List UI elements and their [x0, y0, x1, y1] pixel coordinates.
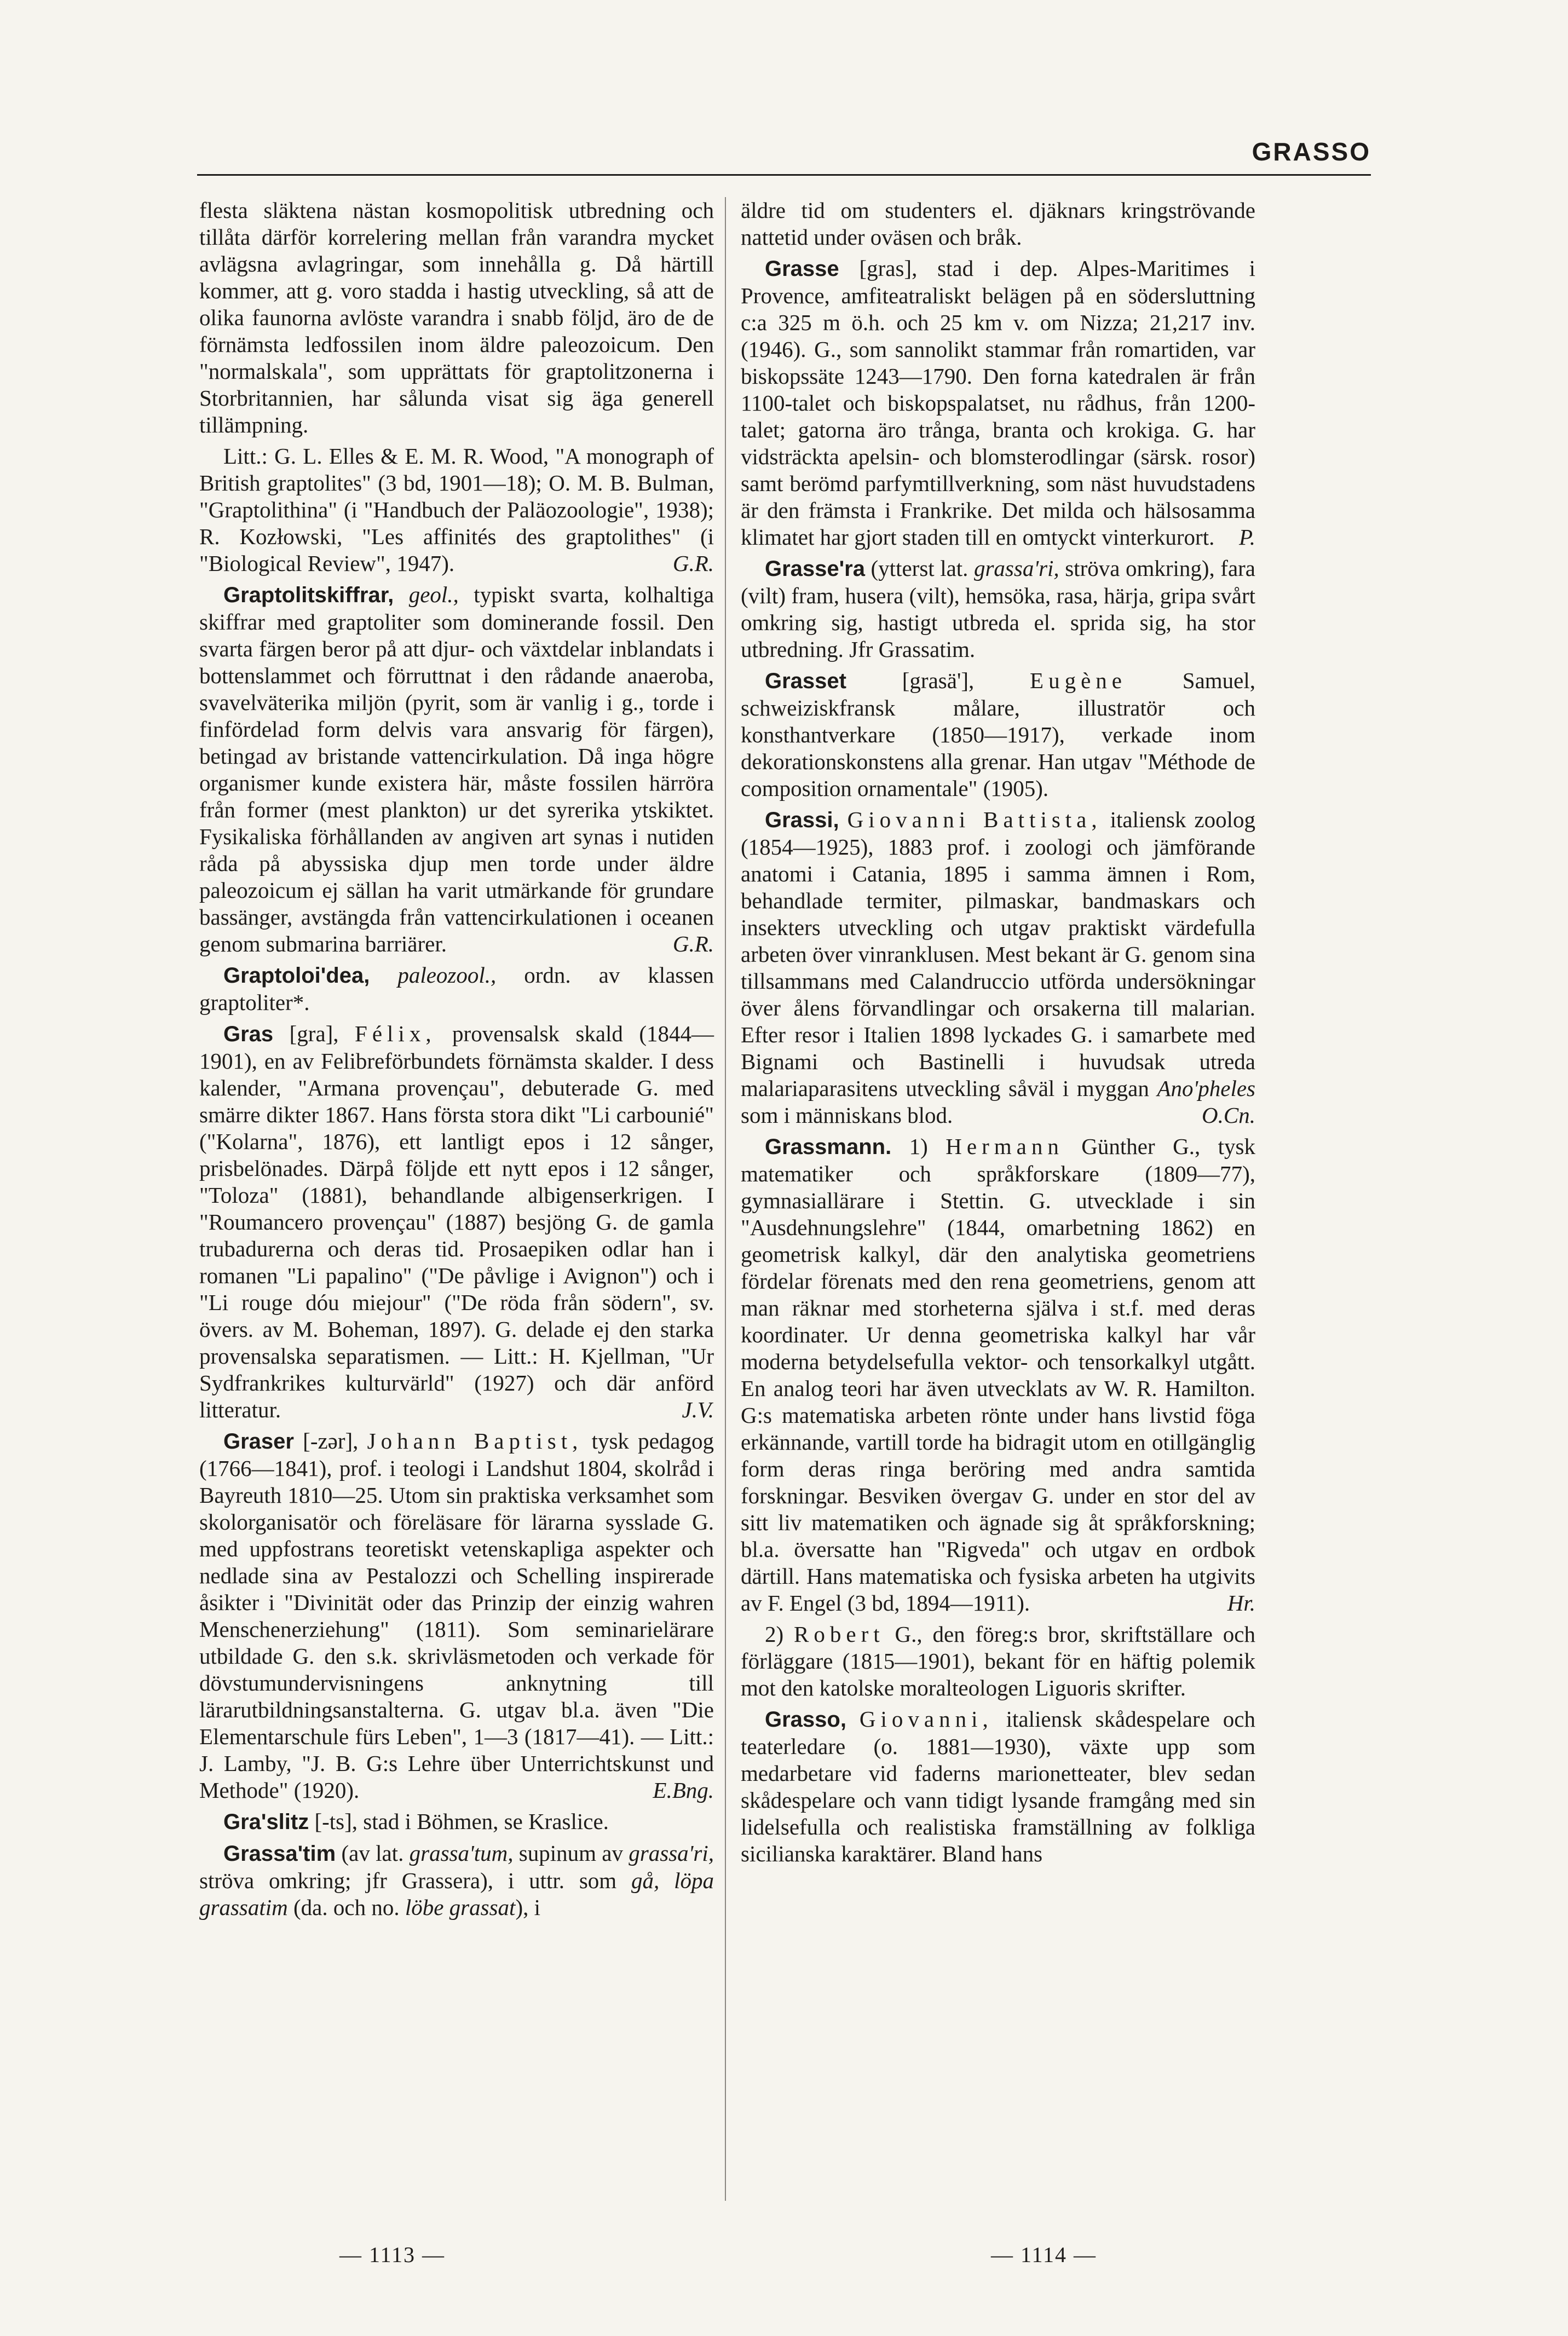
- entry-graptoloidea: Graptoloi'dea, paleozool., ordn. av klassen graptoliter*.: [199, 962, 714, 1015]
- headword: Grasset: [765, 669, 846, 693]
- headword: Grasso,: [765, 1708, 846, 1732]
- entry-graptolitskiffrar: Graptolitskiffrar, geol., typiskt svarta, kolhaltiga skiffrar med graptoliter som dominerande fossil. Den svarta färgen beror på att djur- och växtdelar inblandats i bottenslammet och förruttnat i den rådande anaeroba, svavelväterika miljön (pyrit, som är vanlig i g., torde i finfördelad form delvis vara ansvarig för färgen), betingad av bristande vattencirkulation. Då inga högre organismer kunde existera här, måste fossilen härröra från former (mest plankton) ur det syrerika ytskiktet. Fysikaliska förhållanden av angiven art synas i nutiden råda på abyssiska djup men torde under äldre paleozoicum ej sällan ha varit utmärkande för grundare bassänger, avstängda från vattencirkulationen i oceanen genom submarina barriärer. G.R.: [199, 582, 714, 956]
- headword: Graptoloi'dea,: [223, 964, 370, 988]
- headword: Grassa'tim: [223, 1842, 336, 1866]
- paragraph: Litt.: G. L. Elles & E. M. R. Wood, "A monograph of British graptolites" (3 bd, 1901—18); O. M. B. Bulman, "Graptolithina" (i "Handbuch der Paläozoologie", 1938); R. Kozłowski, "Les affinités des graptolithes" (i "Biological Review", 1947). G.R.: [199, 443, 714, 576]
- author-signature: G.R.: [672, 551, 714, 576]
- paragraph: äldre tid om studenters el. djäknars kringströvande nattetid under oväsen och bråk.: [741, 198, 1255, 250]
- headword: Grasse: [765, 257, 839, 281]
- entry-grassatim: Grassa'tim (av lat. grassa'tum, supinum av grassa'ri, ströva omkring; jfr Grassera), i uttr. som gå, löpa grassatim (da. och no. löbe grassat), i: [199, 1841, 714, 1920]
- header-rule: [197, 174, 1371, 176]
- entry-grassmann-robert: 2) Robert G., den föreg:s bror, skriftställare och förläggare (1815—1901), bekant för en häftig polemik mot den katolske moralteologen Liguoris skrifter.: [741, 1622, 1256, 1700]
- right-column: [741, 197, 1255, 1872]
- entry-graslitz: Gra'slitz [-ts], stad i Böhmen, se Kraslice.: [223, 1809, 609, 1834]
- headword: Graptolitskiffrar,: [223, 583, 394, 607]
- column-divider: [725, 197, 726, 2201]
- headword: Grasse'ra: [765, 557, 865, 581]
- entry-grasso: Grasso, Giovanni, italiensk skådespelare och teaterledare (o. 1881—1930), växte upp som medarbetare vid faderns marionetteater, blev sedan skådespelare och vann tidigt lysande framgång med sin lidelsefulla och realistiska framställning av folkliga sicilianska karaktärer. Bland hans: [741, 1706, 1255, 1866]
- entry-grassi: Grassi, Giovanni Battista, italiensk zoolog (1854—1925), 1883 prof. i zoologi och jämförande anatomi i Catania, 1895 i samma ämnen i Rom, behandlade termiter, pilmaskar, bandmaskars och insekters utveckling och utgav praktiskt värdefulla arbeten över vinranklusen. Mest bekant är G. genom sina tillsammans med Calandruccio utförda undersökningar över ålens förvandlingar och orsakerna till malarian. Efter resor i Italien 1898 lyckades G. i samarbete med Bignami och Bastinelli i huvudsak utreda malariaparasitens utveckling såväl i myggan Ano'pheles som i människans blod. O.Cn.: [741, 807, 1256, 1128]
- entry-gras: Gras [gra], Félix, provensalsk skald (1844—1901), en av Felibreförbundets förnämsta skalder. I dess kalender, "Armana provençau", debuterade G. med smärre dikter 1867. Hans första stora dikt "Li carbounié" ("Kolarna", 1876), ett lantligt epos i 12 sånger, prisbelönades. Därpå följde ett nytt epos i 12 sånger, "Toloza" (1881), behandlande albigenserkrigen. I "Roumancero provençau" (1887) besjöng G. de gamla trubadurerna och deras tid. Prosaepiken odlar han i romanen "Li papalino" ("De påvlige i Avignon") och i "Li rouge dóu miejour" ("De röda från södern", sv. övers. av M. Boheman, 1897). G. delade ej den starka provensalska separatismen. — Litt.: H. Kjellman, "Ur Sydfrankrikes kulturvärld" (1927) och där anförd litteratur. J.V.: [199, 1021, 714, 1422]
- author-signature: J.V.: [682, 1397, 714, 1422]
- entry-grasset: Grasset [grasä'], Eugène Samuel, schweiziskfransk målare, illustratör och konsthantverkare (1850—1917), verkade inom dekorationskonstens alla grenar. Han utgav "Méthode de composition ornamentale" (1905).: [741, 668, 1256, 801]
- entry-graser: Graser [-zər], Johann Baptist, tysk pedagog (1766—1841), prof. i teologi i Landshut 1804, skolråd i Bayreuth 1810—25. Utom sin praktiska verksamhet som skolorganisatör och föreläsare för lärarna sysslade G. med uppfostrans teoretiskt vetenskapliga aspekter och nedlade sina av Pestalozzi och Schelling inspirerade åsikter i "Divinität oder das Prinzip der einzig wahren Menschenerziehung" (1811). Som seminarielärare utbildade G. den s.k. skrivläsmetoden och verkade för dövstumundervisningens anknytning till lärarutbildningsanstalterna. G. utgav bl.a. även "Die Elementarschule fürs Leben", 1—3 (1817—41). — Litt.: J. Lamby, "J. B. G:s Lehre über Unterrichtskunst und Methode" (1920). E.Bng.: [199, 1428, 714, 1803]
- author-signature: P.: [1238, 524, 1255, 550]
- running-head: GRASSO: [1252, 137, 1371, 166]
- author-signature: O.Cn.: [1202, 1103, 1255, 1128]
- entry-grassera: Grasse'ra (ytterst lat. grassa'ri, ströva omkring), fara (vilt) fram, husera (vilt), hemsöka, rasa, härja, gripa svårt omkring sig, hastigt utbreda el. sprida sig, ha stor utbredning. Jfr Grassatim.: [741, 556, 1256, 662]
- author-signature: Hr.: [1227, 1590, 1255, 1616]
- entry-grasse: Grasse [gras], stad i dep. Alpes-Maritimes i Provence, amfiteatraliskt belägen på en södersluttning c:a 325 m ö.h. och 25 km v. om Nizza; 21,217 inv. (1946). G., som sannolikt stammar från romartiden, var biskopssäte 1243—1790. Den forna katedralen är från 1100-talet och biskopspalatset, nu rådhus, från 1200-talet; gatorna äro trånga, branta och krokiga. G. har vidsträckta apelsin- och blomsterodlingar (särsk. rosor) samt berömd parfymtillverkning, som näst huvudstadens är den främsta i Frankrike. Det milda och hälsosamma klimatet har gjort staden till en omtyckt vinterkurort. P.: [741, 256, 1256, 550]
- entry-grassmann: Grassmann. 1) Hermann Günther G., tysk matematiker och språkforskare (1809—77), gymnasiallärare i Stettin. G. utvecklade i sin "Ausdehnungslehre" (1844, omarbetning 1862) en geometrisk kalkyl, där den analytiska geometriens fördelar förenats med den rena geometriens, genom att man räknar med storheterna själva i st.f. med deras koordinater. Ur denna geometriska kalkyl har vår moderna betydelsefulla vektor- och tensorkalkyl utgått. En analog teori har även utvecklats av W. R. Hamilton. G:s matematiska arbeten rönte under hans livstid föga erkännande, vartill torde ha bidragit utom en otillgänglig form deras ringa beröring med andra samtida forskningar. Besviken övergav G. under en stor del av sitt liv matematiken och ägnade sig åt språkforskning; bl.a. översatte han "Rigveda" och utgav en ordbok därtill. Hans matematiska och fysiska arbeten ha utgivits av F. Engel (3 bd, 1894—1911). Hr.: [741, 1134, 1256, 1616]
- headword: Grassi,: [765, 808, 839, 832]
- page-number-left: — 1113 —: [339, 2242, 446, 2267]
- page-number-right: — 1114 —: [991, 2242, 1097, 2267]
- paragraph: flesta släktena nästan kosmopolitisk utbredning och tillåta därför korrelering mellan från varandra mycket avlägsna avlagringar, som innehålla g. Då härtill kommer, att g. voro stadda i hastig utveckling, så att de olika faunorna avlöste varandra i snabb följd, äro de de förnämsta ledfossilen inom äldre paleozoicum. Den "normalskala", som upprättats för graptolitzonerna i Storbritannien, har sålunda visat sig äga generell tillämpning.: [199, 198, 714, 437]
- left-column: [199, 197, 714, 1925]
- headword: Gras: [223, 1022, 274, 1046]
- headword: Gra'slitz: [223, 1810, 309, 1834]
- author-signature: E.Bng.: [653, 1778, 714, 1803]
- headword: Graser: [223, 1429, 294, 1453]
- headword: Grassmann.: [765, 1135, 892, 1159]
- author-signature: G.R.: [672, 931, 714, 956]
